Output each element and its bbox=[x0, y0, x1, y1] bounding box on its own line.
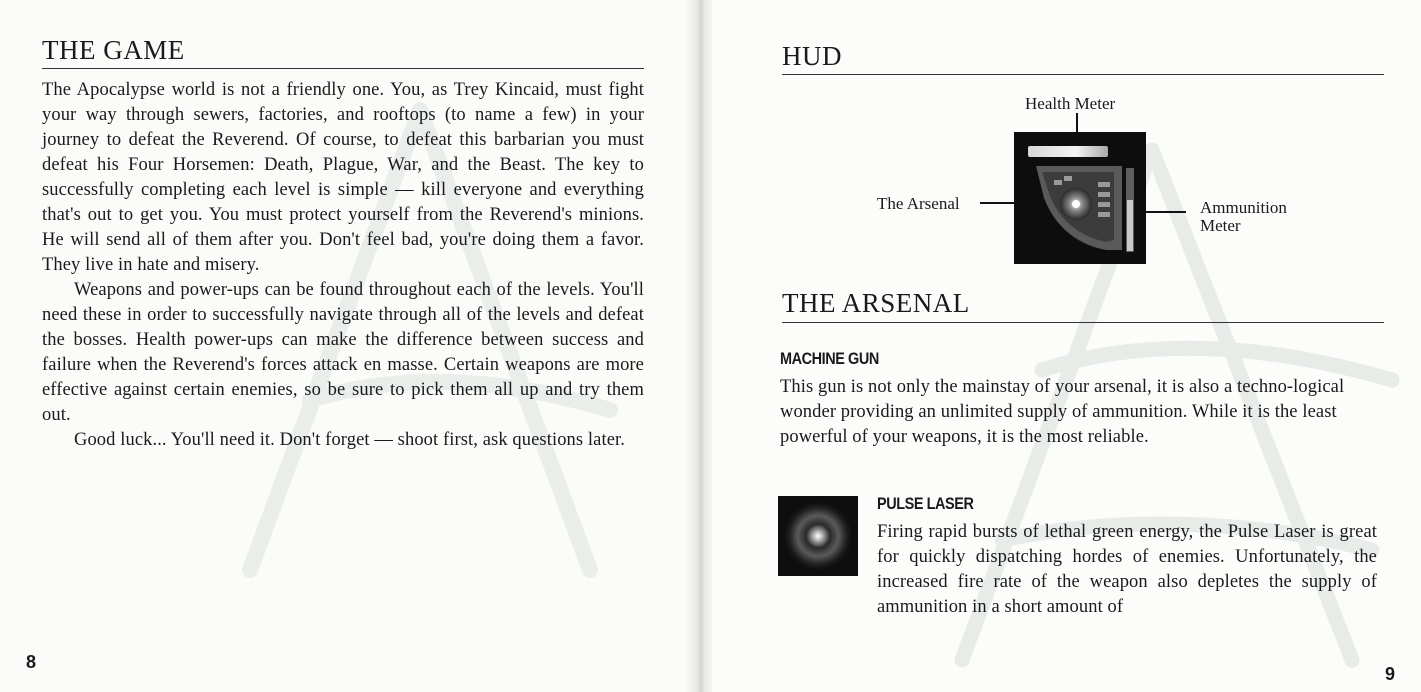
pulse-laser-description: Firing rapid bursts of lethal green energy, the Pulse Laser is great for quickly dispatching hordes of enemies. Unfortunately, the increased fire rate of the weapon also depletes the supply of ammunition in a short amount of bbox=[877, 522, 1377, 617]
hud-graphic bbox=[1014, 132, 1146, 264]
the-game-body bbox=[42, 78, 644, 453]
hud-heading: HUD bbox=[782, 41, 842, 71]
health-meter-label: Health Meter bbox=[1025, 94, 1116, 113]
machine-gun-heading: MACHINE GUN bbox=[780, 349, 879, 368]
heading-rule bbox=[42, 68, 644, 69]
page-number-left: 8 bbox=[26, 652, 37, 672]
page-number-right: 9 bbox=[1385, 664, 1396, 684]
paragraph-2: Weapons and power-ups can be found throughout each of the levels. You'll need these in order to successfully navigate through all of the levels and defeat the bosses. Health power-ups can make the difference between success and failure when the Reverend's forces attack en masse. Certain weapons are more effective against certain enemies, so be sure to pick them all up and try them out. bbox=[42, 280, 644, 425]
the-arsenal-heading: THE ARSENAL bbox=[782, 288, 970, 318]
hud-screenshot bbox=[1014, 132, 1146, 264]
paragraph-1: The Apocalypse world is not a friendly one. You, as Trey Kincaid, must fight your way through sewers, factories, and rooftops (to name a few) in your journey to defeat the Reverend. Of course, to defeat this barbarian you must defeat his Four Horsemen: Death, Plague, War, and the Beast. The key to successfully completing each level is simple — kill everyone and everything that's out to get you. You must protect yourself from the Reverend's minions. He will send all of them after you. Don't feel bad, you're doing them a favor. They live in hate and misery. bbox=[42, 80, 644, 275]
arsenal-label: The Arsenal bbox=[877, 194, 960, 213]
ammunition-label-line2: Meter bbox=[1200, 216, 1241, 235]
hud-heading-rule bbox=[782, 74, 1384, 75]
arsenal-heading-rule bbox=[782, 322, 1384, 323]
the-game-heading: THE GAME bbox=[42, 35, 185, 65]
ammunition-label-line1: Ammunition bbox=[1200, 198, 1287, 217]
paragraph-3: Good luck... You'll need it. Don't forget — shoot first, ask questions later. bbox=[74, 430, 626, 450]
machine-gun-description: This gun is not only the mainstay of your arsenal, it is also a techno-logical wonder providing an unlimited supply of ammunition. While it is the least powerful of your weapons, it is the most reliable. bbox=[780, 377, 1345, 447]
pulse-laser-heading: PULSE LASER bbox=[877, 494, 974, 513]
left-page bbox=[0, 0, 700, 692]
pulse-laser-icon bbox=[778, 496, 858, 576]
